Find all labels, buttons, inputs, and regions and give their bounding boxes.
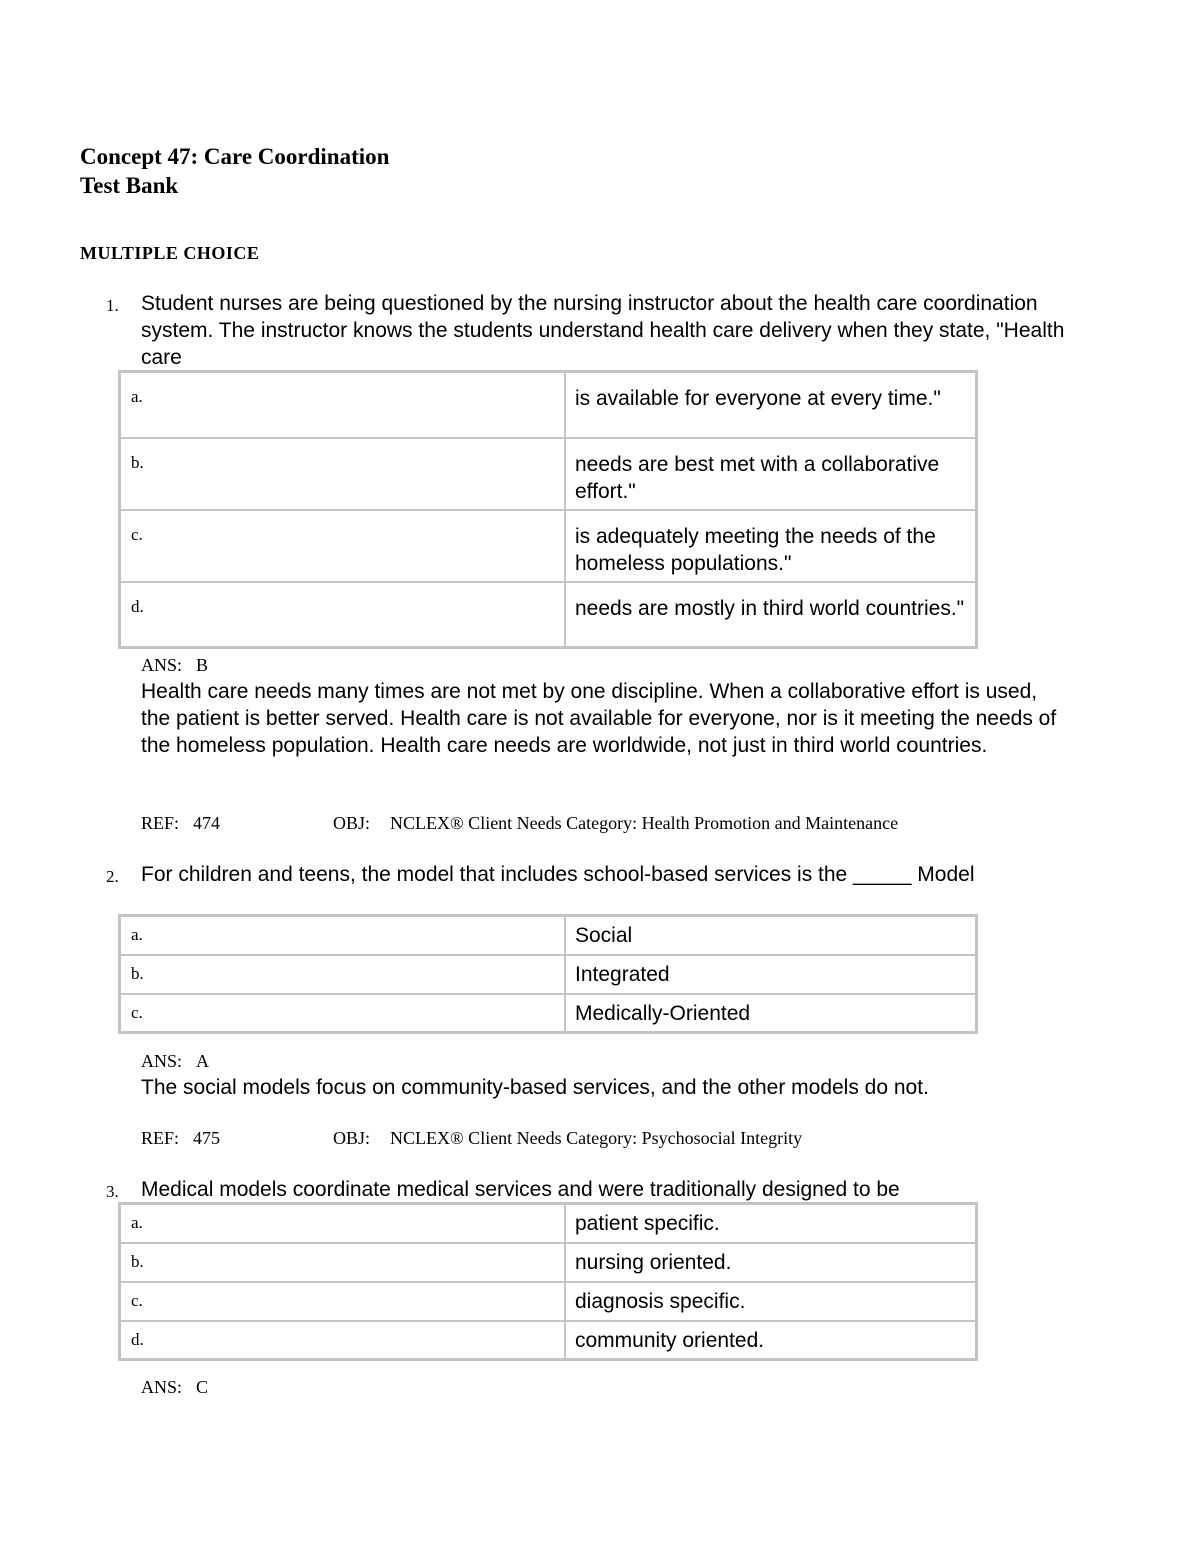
option-text: nursing oriented. [565, 1243, 977, 1282]
question-3-options [118, 1202, 978, 1361]
question-1-options [118, 370, 978, 649]
question-3-stem: Medical models coordinate medical services and were traditionally designed to be [141, 1178, 900, 1201]
answer-value: C [196, 1377, 209, 1397]
answer-label: ANS: [141, 1377, 183, 1397]
option-letter: a. [120, 916, 566, 955]
question-2-number: 2. [106, 867, 119, 886]
option-letter: a. [120, 1204, 566, 1243]
question-1-answer [141, 655, 208, 676]
option-letter: b. [120, 1243, 566, 1282]
question-1-rationale: Health care needs many times are not met by one discipline. When a collaborative effort is used, the patient is better served. Health care is not available for everyone, nor is it meeting the needs of the homeless population. Health care needs are worldwide, not just in third world countries. [141, 680, 1057, 757]
obj-label: OBJ: [333, 813, 371, 833]
question-1-stem: Student nurses are being questioned by the nursing instructor about the health care coordination system. The instructor knows the students understand health care delivery when they state, "Health care [141, 292, 1065, 369]
obj-label: OBJ: [333, 1128, 371, 1148]
option-text: is available for everyone at every time." [565, 372, 977, 438]
option-text: patient specific. [565, 1204, 977, 1243]
option-text: needs are mostly in third world countries." [565, 582, 977, 648]
option-letter: c. [120, 1282, 566, 1321]
question-1-obj [333, 813, 898, 834]
ref-label: REF: [141, 1128, 180, 1148]
ref-label: REF: [141, 813, 180, 833]
option-row [120, 1204, 977, 1243]
question-1-ref [141, 813, 220, 834]
option-row [120, 372, 977, 438]
obj-value: NCLEX® Client Needs Category: Health Promotion and Maintenance [390, 813, 899, 833]
option-text: Integrated [565, 955, 977, 994]
option-row [120, 582, 977, 648]
answer-value: A [196, 1051, 210, 1071]
option-text: community oriented. [565, 1321, 977, 1360]
option-row [120, 994, 977, 1033]
question-2-obj [333, 1128, 802, 1149]
answer-value: B [196, 655, 209, 675]
question-2-rationale: The social models focus on community-based services, and the other models do not. [141, 1076, 929, 1099]
option-text: needs are best met with a collaborative effort." [565, 438, 977, 510]
ref-value: 474 [193, 813, 221, 833]
option-row [120, 438, 977, 510]
question-2-stem: For children and teens, the model that includes school-based services is the _____ Model [141, 863, 975, 886]
document-title-line-1: Concept 47: Care Coordination [80, 144, 390, 169]
ref-value: 475 [193, 1128, 221, 1148]
option-letter: d. [120, 1321, 566, 1360]
answer-label: ANS: [141, 655, 183, 675]
option-letter: c. [120, 510, 566, 582]
option-letter: b. [120, 955, 566, 994]
obj-value: NCLEX® Client Needs Category: Psychosocial Integrity [390, 1128, 803, 1148]
document-title [80, 142, 389, 200]
option-letter: c. [120, 994, 566, 1033]
question-3-answer [141, 1377, 208, 1398]
option-row [120, 1282, 977, 1321]
question-2-options [118, 914, 978, 1034]
question-3-number: 3. [106, 1182, 119, 1201]
option-row [120, 1243, 977, 1282]
document-title-line-2: Test Bank [80, 173, 179, 198]
option-row [120, 916, 977, 955]
option-row [120, 510, 977, 582]
option-row [120, 955, 977, 994]
question-1-number: 1. [106, 296, 119, 315]
answer-label: ANS: [141, 1051, 183, 1071]
option-text: is adequately meeting the needs of the homeless populations." [565, 510, 977, 582]
question-2-answer [141, 1051, 209, 1072]
option-letter: b. [120, 438, 566, 510]
section-heading: MULTIPLE CHOICE [80, 243, 260, 263]
option-text: diagnosis specific. [565, 1282, 977, 1321]
option-text: Social [565, 916, 977, 955]
option-letter: a. [120, 372, 566, 438]
question-2-ref [141, 1128, 220, 1149]
option-text: Medically-Oriented [565, 994, 977, 1033]
option-row [120, 1321, 977, 1360]
option-letter: d. [120, 582, 566, 648]
